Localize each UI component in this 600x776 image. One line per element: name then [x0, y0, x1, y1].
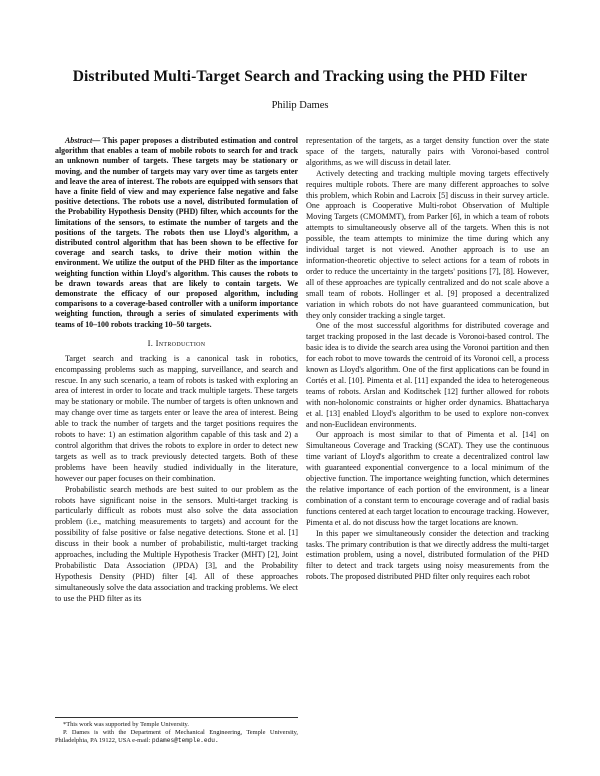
- footnote-support: *This work was supported by Temple University.: [63, 721, 189, 728]
- body-paragraph: Actively detecting and tracking multiple moving targets effectively requires multiple robots. There are many different approaches to solve this problem, which Robin and Lacroix [5] discuss in their survey article. One approach is Cooperative Multi-robot Observation of Multiple Moving Targets (CMOMMT), from Parker [6], in which a team of robots attempts to simultaneously observe all of the targets. When this is not possible, the team attempts to minimize the time during which any individual target is not viewed. Another approach is to use an information-theoretic objective to select actions for a team of robots in order to reduce the uncertainty in the targets' positions [7], [8]. However, all of these approaches are typically centralized and do not scale above a small team of robots. Hollinger et al. [9] proposed a decentralized variation in which robots do not have guaranteed communication, but they only consider tracking a single target.: [306, 168, 549, 320]
- body-paragraph: Our approach is most similar to that of Pimenta et al. [14] on Simultaneous Coverage and Tracking (SCAT). They use the continuous time variant of Lloyd's algorithm to create a decentralized control law with guaranteed exponential convergence to a local minimum of the objective function. The importance weighting function, which determines the relative importance of each portion of the environment, is a linear combination of a constant term to encourage coverage and of radial basis functions centered at each target location to encourage tracking. However, Pimenta et al. do not discuss how the target locations are known.: [306, 430, 549, 527]
- body-paragraph: representation of the targets, as a target density function over the state space of the targets, naturally pairs with Voronoi-based control algorithms, as we will discuss in detail later.: [306, 136, 549, 167]
- intro-paragraph: Target search and tracking is a canonical task in robotics, encompassing problems such as mapping, surveillance, and search and rescue. In any such scenario, a team of robots is tasked with exploring an area of interest in order to locate and track multiple targets. These targets may be stationary or mobile. The number of targets is often unknown and may change over time as targets enter or leave the area of interest. Being able to track the number of targets and the target positions requires the robots to have: 1) an estimation algorithm capable of this task and 2) a control algorithm that drives the robots to explore in order to detect new targets as well as to track previously detected targets. Both of these problems have been heavily studied individually in the literature, however our paper focuses on their combination.: [55, 353, 298, 483]
- intro-paragraph: Probabilistic search methods are best suited to our problem as the robots have significant noise in the sensors. Multi-target tracking is particularly difficult as robots must also solve the data association problem (i.e., matching measurements to targets) and account for the possibility of false positive or false negative detections. Stone et al. [1] discuss in their book a number of probabilistic, multi-target tracking approaches, including the Multiple Hypothesis Tracker (MHT) [2], Joint Probabilistic Data Association (JPDA) [3], and the Probability Hypothesis Density (PHD) filter [4]. All of these approaches simultaneously solve the data association and tracking problems. We elect to use the PHD filter as its: [55, 484, 298, 603]
- body-paragraph: In this paper we simultaneously consider the detection and tracking tasks. The primary contribution is that we directly address the multi-target estimation problem, using a novel, distributed formulation of the PHD filter to detect and track targets using noisy measurements from the robots. The proposed distributed PHD filter only requires each robot: [306, 528, 549, 582]
- abstract-text: — This paper proposes a distributed estimation and control algorithm that enables a team of mobile robots to search for and track an unknown number of targets. These targets may be stationary or moving, and the number of targets may vary over time as targets enter and leave the area of interest. The robots are equipped with sensors that have a finite field of view and may experience false negative and false positive detections. The robots use a novel, distributed formulation of the Probability Hypothesis Density (PHD) filter, which accounts for the limitations of the sensors, to estimate the number of targets and the positions of the targets. The robots then use Lloyd's algorithm, a distributed control algorithm that has been shown to be effective for coverage and search tasks, to drive their motion within the environment. We utilize the output of the PHD filter as the importance weighting function within Lloyd's algorithm. This causes the robots to be drawn towards areas that are likely to contain targets. We demonstrate the efficacy of our proposed algorithm, including comparisons to a coverage-based controller with a uniform importance weighting function, through a series of simulated experiments with teams of 10–100 robots tracking 10–50 targets.: [55, 136, 298, 329]
- footnote-affiliation: [55, 729, 298, 745]
- paper-title: Distributed Multi-Target Search and Tracking using the PHD Filter: [72, 68, 528, 85]
- body-paragraph: One of the most successful algorithms for distributed coverage and target tracking proposed in the last decade is Voronoi-based control. The basic idea is to divide the search area using the Voronoi partition and then for each robot to move towards the centroid of its Voronoi cell, a process known as Lloyd's algorithm. One of the first applications can be found in Cortés et al. [10]. Pimenta et al. [11] expanded the idea to heterogeneous teams of robots. Arslan and Koditschek [12] further allowed for robots with non-holonomic constraints or higher order dynamics. Bhattacharya et al. [13] enabled Lloyd's algorithm to be used to explore non-convex and non-Euclidean environments.: [306, 321, 549, 429]
- right-column: [306, 136, 549, 583]
- author-email: pdames@temple.edu.: [151, 737, 219, 744]
- section-heading-introduction: I. Introduction: [147, 337, 206, 348]
- abstract-lead: Abstract: [65, 136, 93, 145]
- footnote-affiliation-text: P. Dames is with the Department of Mechanical Engineering, Temple University, Philadelphia, PA 19122, USA e-mail:: [55, 729, 298, 744]
- abstract: [55, 136, 298, 330]
- left-column: [55, 136, 298, 605]
- footnotes: [55, 717, 298, 745]
- author-name: Philip Dames: [271, 100, 329, 111]
